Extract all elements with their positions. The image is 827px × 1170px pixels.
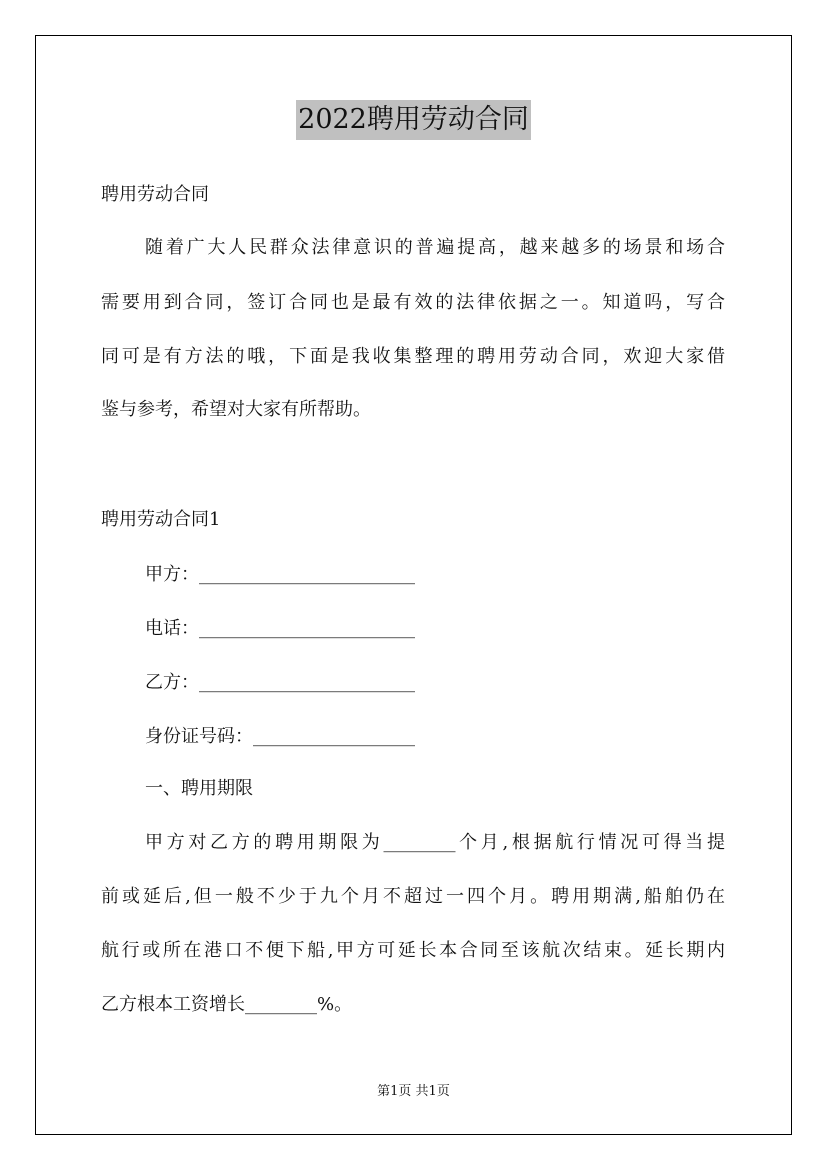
party-a-field: 甲方：________________________ bbox=[145, 564, 415, 585]
contract-heading: 聘用劳动合同1 bbox=[101, 509, 221, 530]
section-1-line-3: 航行或所在港口不便下船,甲方可延长本合同至该航次结束。延长期内 bbox=[101, 940, 725, 961]
intro-line-4: 鉴与参考，希望对大家有所帮助。 bbox=[101, 399, 371, 420]
document-subtitle: 聘用劳动合同 bbox=[101, 184, 209, 205]
section-1-heading: 一、聘用期限 bbox=[145, 778, 253, 799]
party-b-field: 乙方：________________________ bbox=[145, 672, 415, 693]
section-1-line-1: 甲方对乙方的聘用期限为________个月,根据航行情况可得当提 bbox=[145, 832, 725, 853]
section-1-line-2: 前或延后,但一般不少于九个月不超过一四个月。聘用期满,船舶仍在 bbox=[101, 886, 725, 907]
title-container bbox=[0, 100, 827, 140]
intro-line-2: 需要用到合同，签订合同也是最有效的法律依据之一。知道吗，写合 bbox=[101, 292, 725, 313]
document-title: 2022聘用劳动合同 bbox=[296, 100, 531, 140]
page-footer: 第1页 共1页 bbox=[377, 1084, 450, 1099]
phone-field: 电话：________________________ bbox=[145, 618, 415, 639]
intro-line-3: 同可是有方法的哦，下面是我收集整理的聘用劳动合同，欢迎大家借 bbox=[101, 346, 725, 367]
id-number-field: 身份证号码：__________________ bbox=[145, 726, 415, 747]
intro-line-1: 随着广大人民群众法律意识的普遍提高，越来越多的场景和场合 bbox=[145, 237, 725, 258]
section-1-line-4: 乙方根本工资增长________%。 bbox=[101, 994, 353, 1015]
